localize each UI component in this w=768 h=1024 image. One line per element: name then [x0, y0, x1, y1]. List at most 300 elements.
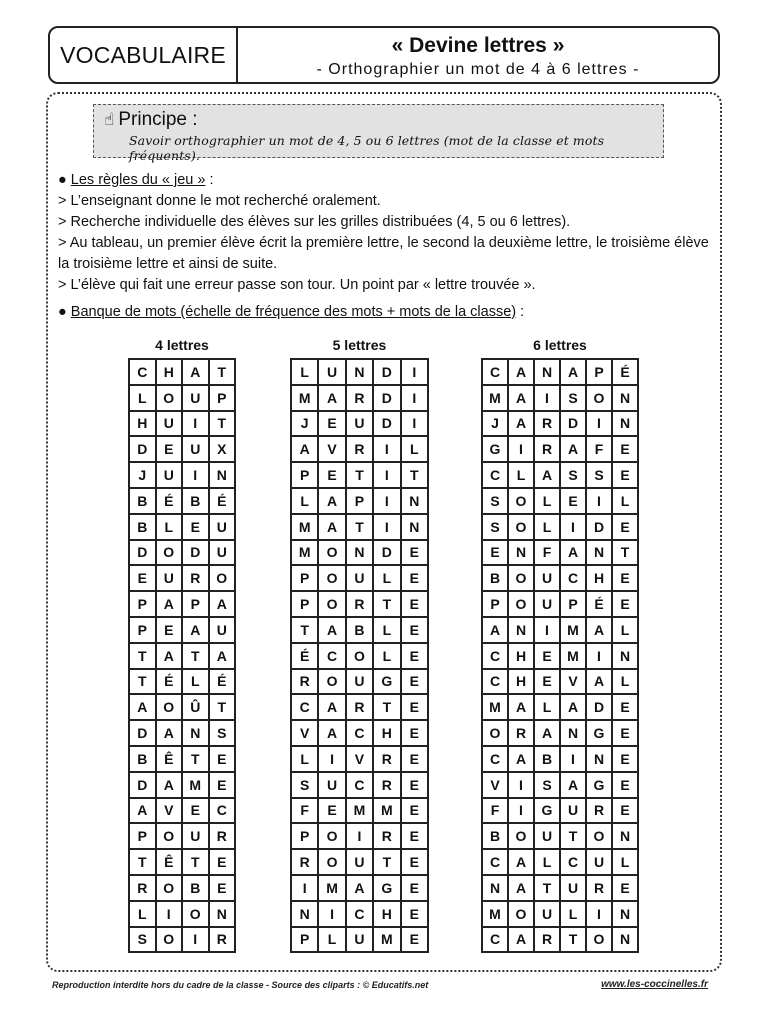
letter-cell: E: [534, 643, 560, 669]
letter-cell: M: [182, 772, 209, 798]
letter-cell: É: [209, 488, 236, 514]
letter-cell: I: [586, 901, 612, 927]
letter-cell: D: [129, 540, 156, 566]
letter-cell: I: [586, 643, 612, 669]
letter-cell: N: [291, 901, 318, 927]
letter-cell: E: [612, 746, 638, 772]
letter-cell: P: [291, 927, 318, 953]
letter-cell: E: [401, 798, 428, 824]
letter-cell: I: [318, 901, 345, 927]
letter-cell: P: [209, 385, 236, 411]
letter-cell: N: [534, 359, 560, 385]
letter-cell: E: [401, 927, 428, 953]
letter-cell: D: [182, 540, 209, 566]
letter-cell: E: [209, 849, 236, 875]
letter-cell: F: [534, 540, 560, 566]
letter-cell: U: [209, 617, 236, 643]
grid-row: [129, 591, 235, 617]
letter-cell: A: [182, 359, 209, 385]
letter-cell: M: [291, 514, 318, 540]
word-bank-heading-suffix: :: [516, 304, 525, 320]
letter-cell: E: [612, 772, 638, 798]
letter-cell: T: [346, 514, 373, 540]
grid-row: [482, 385, 638, 411]
letter-cell: I: [182, 927, 209, 953]
letter-cell: M: [291, 385, 318, 411]
letter-cell: O: [508, 488, 534, 514]
grid-row: [482, 359, 638, 385]
letter-cell: U: [209, 540, 236, 566]
letter-cell: L: [318, 927, 345, 953]
rules-heading: [58, 170, 718, 191]
letter-cell: C: [560, 849, 586, 875]
letter-cell: P: [129, 617, 156, 643]
word-bank-heading: [58, 304, 524, 320]
letter-cell: U: [346, 565, 373, 591]
letter-cell: A: [209, 643, 236, 669]
letter-cell: U: [534, 823, 560, 849]
letter-cell: L: [612, 669, 638, 695]
letter-cell: D: [129, 436, 156, 462]
letter-cell: T: [129, 643, 156, 669]
letter-cell: N: [586, 746, 612, 772]
letter-cell: I: [401, 411, 428, 437]
letter-cell: I: [534, 385, 560, 411]
letter-cell: O: [482, 720, 508, 746]
letter-cell: E: [612, 720, 638, 746]
letter-cell: C: [482, 359, 508, 385]
letter-cell: E: [401, 875, 428, 901]
letter-cell: U: [346, 849, 373, 875]
letter-cell: R: [209, 823, 236, 849]
letter-cell: U: [346, 927, 373, 953]
letter-cell: E: [401, 540, 428, 566]
grid-row: [482, 901, 638, 927]
grid-row: [482, 694, 638, 720]
letter-cell: J: [291, 411, 318, 437]
letter-cell: U: [182, 436, 209, 462]
grid-row: [129, 823, 235, 849]
letter-cell: N: [612, 385, 638, 411]
letter-cell: T: [209, 411, 236, 437]
letter-cell: G: [534, 798, 560, 824]
letter-cell: O: [346, 643, 373, 669]
letter-cell: P: [346, 488, 373, 514]
letter-cell: A: [318, 488, 345, 514]
letter-cell: G: [586, 772, 612, 798]
grid-row: [482, 488, 638, 514]
letter-cell: I: [373, 488, 400, 514]
letter-cell: H: [508, 669, 534, 695]
letter-cell: H: [373, 901, 400, 927]
letter-cell: E: [401, 617, 428, 643]
principe-text: Savoir orthographier un mot de 4, 5 ou 6 lettres (mot de la classe et mots fréquents).: [129, 133, 605, 163]
letter-cell: A: [586, 617, 612, 643]
grid-row: [129, 669, 235, 695]
letter-cell: T: [129, 669, 156, 695]
letter-cell: R: [291, 849, 318, 875]
letter-cell: T: [612, 540, 638, 566]
grid-row: [291, 411, 428, 437]
grid-row: [291, 901, 428, 927]
grid-row: [291, 385, 428, 411]
letter-cell: I: [291, 875, 318, 901]
letter-cell: I: [586, 411, 612, 437]
grid-row: [291, 720, 428, 746]
letter-cell: U: [534, 565, 560, 591]
letter-cell: R: [586, 798, 612, 824]
letter-cell: C: [129, 359, 156, 385]
letter-cell: D: [586, 694, 612, 720]
letter-cell: A: [534, 720, 560, 746]
grid-row: [291, 875, 428, 901]
letter-cell: C: [482, 927, 508, 953]
grid-row: [129, 927, 235, 953]
letter-cell: N: [612, 643, 638, 669]
grid-row: [291, 798, 428, 824]
letter-cell: T: [129, 849, 156, 875]
letter-cell: A: [156, 772, 183, 798]
letter-cell: H: [586, 565, 612, 591]
letter-cell: N: [612, 823, 638, 849]
grid-row: [291, 772, 428, 798]
letter-cell: M: [318, 875, 345, 901]
letter-grid: [128, 358, 236, 953]
letter-cell: E: [318, 462, 345, 488]
letter-cell: O: [156, 385, 183, 411]
letter-cell: E: [612, 436, 638, 462]
letter-cell: R: [129, 875, 156, 901]
letter-cell: T: [560, 927, 586, 953]
letter-cell: I: [182, 462, 209, 488]
letter-cell: O: [156, 823, 183, 849]
letter-cell: T: [182, 849, 209, 875]
letter-cell: Û: [182, 694, 209, 720]
letter-cell: A: [129, 798, 156, 824]
letter-cell: E: [560, 488, 586, 514]
letter-cell: O: [318, 823, 345, 849]
letter-cell: S: [560, 462, 586, 488]
letter-cell: E: [182, 514, 209, 540]
letter-cell: N: [209, 901, 236, 927]
letter-cell: S: [129, 927, 156, 953]
grid-row: [482, 462, 638, 488]
letter-cell: L: [182, 669, 209, 695]
letter-cell: C: [209, 798, 236, 824]
letter-cell: E: [612, 514, 638, 540]
letter-cell: E: [129, 565, 156, 591]
grid-row: [291, 849, 428, 875]
letter-cell: B: [182, 875, 209, 901]
letter-cell: D: [373, 385, 400, 411]
letter-cell: O: [586, 823, 612, 849]
letter-cell: N: [482, 875, 508, 901]
grid-6-letters: [481, 336, 639, 953]
letter-cell: U: [318, 772, 345, 798]
grid-row: [129, 875, 235, 901]
letter-cell: U: [182, 385, 209, 411]
letter-cell: L: [612, 488, 638, 514]
letter-cell: I: [586, 488, 612, 514]
letter-cell: E: [401, 849, 428, 875]
letter-cell: N: [182, 720, 209, 746]
letter-cell: A: [508, 359, 534, 385]
letter-cell: B: [129, 746, 156, 772]
letter-cell: T: [209, 359, 236, 385]
letter-cell: S: [209, 720, 236, 746]
grid-title: 4 lettres: [155, 337, 209, 353]
letter-cell: E: [209, 772, 236, 798]
letter-cell: U: [182, 823, 209, 849]
letter-cell: R: [346, 591, 373, 617]
letter-cell: O: [156, 694, 183, 720]
subject-label: VOCABULAIRE: [50, 28, 238, 82]
letter-cell: L: [534, 849, 560, 875]
grid-row: [482, 411, 638, 437]
letter-cell: U: [156, 411, 183, 437]
letter-cell: Ê: [156, 746, 183, 772]
letter-cell: D: [129, 772, 156, 798]
grid-row: [482, 617, 638, 643]
letter-cell: T: [373, 694, 400, 720]
letter-cell: B: [482, 565, 508, 591]
letter-cell: C: [560, 565, 586, 591]
letter-cell: L: [612, 617, 638, 643]
letter-cell: M: [482, 694, 508, 720]
letter-cell: O: [156, 540, 183, 566]
letter-grid: [481, 358, 639, 953]
letter-cell: R: [182, 565, 209, 591]
grid-row: [129, 798, 235, 824]
letter-cell: M: [373, 798, 400, 824]
letter-cell: E: [401, 591, 428, 617]
letter-cell: N: [401, 514, 428, 540]
letter-cell: P: [291, 462, 318, 488]
letter-cell: R: [373, 772, 400, 798]
letter-cell: M: [482, 901, 508, 927]
letter-cell: G: [586, 720, 612, 746]
letter-cell: B: [534, 746, 560, 772]
letter-cell: P: [129, 823, 156, 849]
letter-cell: E: [612, 694, 638, 720]
letter-cell: D: [373, 359, 400, 385]
letter-cell: P: [482, 591, 508, 617]
letter-cell: R: [346, 694, 373, 720]
letter-cell: U: [534, 591, 560, 617]
rules-section: [58, 170, 718, 296]
letter-cell: C: [318, 643, 345, 669]
letter-cell: G: [482, 436, 508, 462]
letter-cell: E: [534, 669, 560, 695]
letter-cell: U: [560, 875, 586, 901]
letter-cell: A: [560, 540, 586, 566]
letter-cell: M: [346, 798, 373, 824]
letter-cell: H: [373, 720, 400, 746]
letter-cell: I: [508, 772, 534, 798]
grid-row: [291, 643, 428, 669]
letter-cell: E: [318, 798, 345, 824]
letter-cell: I: [373, 436, 400, 462]
footer-website-link[interactable]: www.les-coccinelles.fr: [601, 979, 708, 990]
letter-cell: A: [508, 849, 534, 875]
letter-cell: I: [373, 514, 400, 540]
letter-cell: P: [291, 591, 318, 617]
principe-title-text: Principe :: [118, 109, 198, 130]
letter-cell: A: [156, 591, 183, 617]
grid-row: [129, 540, 235, 566]
letter-cell: A: [560, 436, 586, 462]
letter-cell: O: [318, 591, 345, 617]
letter-cell: A: [508, 875, 534, 901]
letter-cell: C: [482, 462, 508, 488]
letter-cell: A: [508, 694, 534, 720]
letter-cell: N: [612, 411, 638, 437]
letter-cell: L: [612, 849, 638, 875]
letter-cell: Ê: [156, 849, 183, 875]
letter-cell: N: [346, 540, 373, 566]
letter-cell: I: [318, 746, 345, 772]
grid-row: [129, 849, 235, 875]
letter-cell: L: [129, 901, 156, 927]
letter-cell: D: [373, 411, 400, 437]
grid-row: [482, 669, 638, 695]
letter-cell: E: [401, 720, 428, 746]
letter-cell: V: [156, 798, 183, 824]
letter-cell: E: [209, 875, 236, 901]
letter-cell: E: [482, 540, 508, 566]
letter-cell: E: [401, 772, 428, 798]
letter-cell: N: [346, 359, 373, 385]
bullet-icon: ●: [58, 304, 67, 320]
grid-row: [291, 514, 428, 540]
letter-cell: R: [534, 411, 560, 437]
letter-cell: D: [586, 514, 612, 540]
letter-cell: F: [291, 798, 318, 824]
letter-cell: N: [401, 488, 428, 514]
grid-row: [291, 359, 428, 385]
letter-cell: T: [401, 462, 428, 488]
letter-cell: A: [560, 694, 586, 720]
letter-cell: O: [586, 385, 612, 411]
letter-cell: I: [373, 462, 400, 488]
letter-cell: I: [508, 798, 534, 824]
letter-cell: T: [291, 617, 318, 643]
grid-row: [482, 823, 638, 849]
letter-cell: N: [508, 617, 534, 643]
letter-cell: R: [534, 436, 560, 462]
letter-cell: M: [560, 643, 586, 669]
grid-row: [482, 849, 638, 875]
letter-cell: B: [129, 514, 156, 540]
letter-cell: R: [346, 385, 373, 411]
grid-row: [129, 359, 235, 385]
letter-cell: E: [612, 462, 638, 488]
letter-cell: A: [346, 875, 373, 901]
letter-cell: S: [482, 514, 508, 540]
grid-title: 5 lettres: [332, 337, 387, 353]
letter-cell: E: [209, 746, 236, 772]
letter-cell: A: [560, 359, 586, 385]
letter-cell: A: [508, 746, 534, 772]
grid-row: [129, 746, 235, 772]
letter-cell: E: [401, 565, 428, 591]
letter-cell: O: [508, 565, 534, 591]
letter-cell: É: [209, 669, 236, 695]
letter-cell: U: [346, 669, 373, 695]
grid-row: [482, 720, 638, 746]
letter-cell: C: [482, 849, 508, 875]
letter-cell: T: [346, 462, 373, 488]
letter-cell: B: [482, 823, 508, 849]
letter-cell: H: [129, 411, 156, 437]
grid-row: [129, 643, 235, 669]
bullet-icon: ●: [58, 172, 67, 188]
letter-cell: P: [182, 591, 209, 617]
rule-line: > L’élève qui fait une erreur passe son tour. Un point par « lettre trouvée ».: [58, 277, 536, 293]
letter-cell: C: [346, 772, 373, 798]
letter-cell: R: [373, 823, 400, 849]
grid-5-letters: [290, 336, 429, 953]
grid-row: [482, 772, 638, 798]
letter-cell: E: [612, 875, 638, 901]
letter-cell: U: [209, 514, 236, 540]
footer-copyright: Reproduction interdite hors du cadre de la classe - Source des cliparts : © Educatifs.net: [52, 980, 429, 990]
letter-cell: L: [156, 514, 183, 540]
letter-cell: O: [586, 927, 612, 953]
grid-row: [129, 772, 235, 798]
letter-cell: V: [482, 772, 508, 798]
letter-cell: C: [482, 643, 508, 669]
grid-row: [129, 411, 235, 437]
letter-cell: R: [586, 875, 612, 901]
letter-cell: N: [586, 540, 612, 566]
letter-cell: E: [612, 565, 638, 591]
grid-row: [291, 669, 428, 695]
letter-cell: E: [612, 798, 638, 824]
letter-cell: R: [534, 927, 560, 953]
letter-cell: L: [373, 565, 400, 591]
grid-row: [129, 514, 235, 540]
letter-cell: F: [586, 436, 612, 462]
grid-row: [291, 488, 428, 514]
letter-cell: U: [318, 359, 345, 385]
letter-cell: T: [209, 694, 236, 720]
letter-cell: U: [560, 798, 586, 824]
letter-cell: E: [401, 746, 428, 772]
letter-cell: O: [508, 823, 534, 849]
letter-cell: E: [156, 436, 183, 462]
letter-cell: O: [508, 901, 534, 927]
grid-row: [482, 514, 638, 540]
grid-row: [291, 462, 428, 488]
letter-cell: M: [291, 540, 318, 566]
letter-cell: É: [156, 488, 183, 514]
letter-cell: T: [373, 849, 400, 875]
grid-row: [129, 385, 235, 411]
letter-cell: U: [586, 849, 612, 875]
letter-cell: D: [560, 411, 586, 437]
letter-cell: R: [209, 927, 236, 953]
letter-cell: N: [612, 901, 638, 927]
letter-cell: O: [156, 875, 183, 901]
letter-cell: M: [482, 385, 508, 411]
letter-cell: A: [318, 514, 345, 540]
letter-cell: R: [346, 436, 373, 462]
letter-cell: L: [534, 694, 560, 720]
letter-cell: É: [586, 591, 612, 617]
grid-row: [129, 617, 235, 643]
letter-cell: O: [318, 540, 345, 566]
